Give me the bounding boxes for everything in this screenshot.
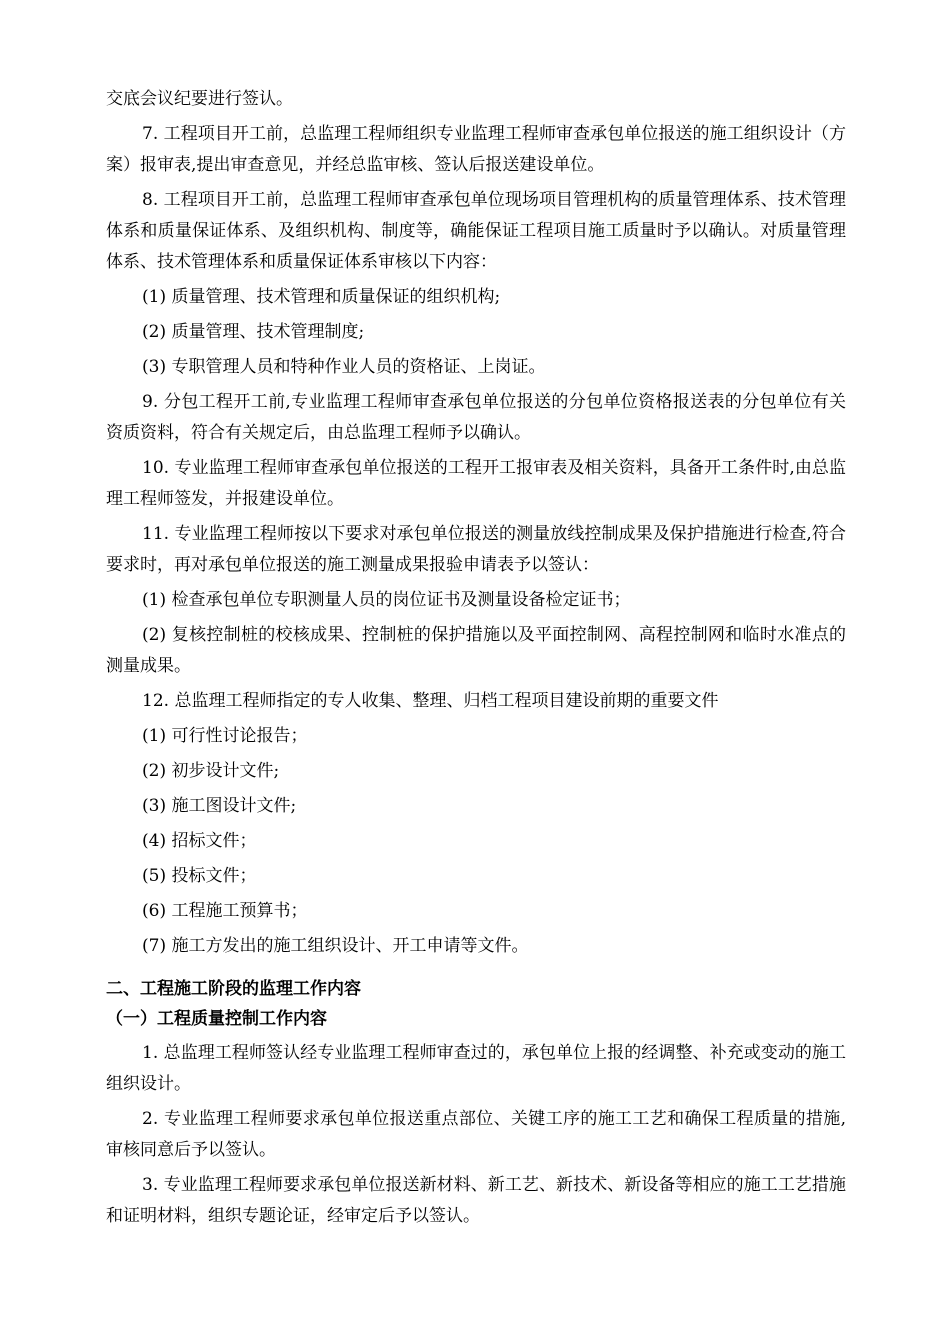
- paragraph-item-10: 10. 专业监理工程师审查承包单位报送的工程开工报审表及相关资料，具备开工条件时,由总监理工程师签发，并报建设单位。: [106, 458, 846, 509]
- subsection-heading: （一）工程质量控制工作内容: [106, 1009, 327, 1029]
- paragraph-quality-3: 3. 专业监理工程师要求承包单位报送新材料、新工艺、新技术、新设备等相应的施工工艺措施和证明材料，组织专题论证，经审定后予以签认。: [106, 1175, 846, 1226]
- document-page: [106, 84, 846, 1236]
- paragraph-quality-1: 1. 总监理工程师签认经专业监理工程师审查过的，承包单位上报的经调整、补充或变动的施工组织设计。: [106, 1043, 846, 1094]
- subitem-12-6: (6) 工程施工预算书；: [142, 901, 308, 921]
- subitem-11-2: (2) 复核控制桩的校核成果、控制桩的保护措施以及平面控制网、高程控制网和临时水准点的测量成果。: [106, 625, 846, 676]
- subitem-12-4: (4) 招标文件；: [142, 831, 257, 851]
- paragraph-item-8: 8. 工程项目开工前，总监理工程师审查承包单位现场项目管理机构的质量管理体系、技术管理体系和质量保证体系、及组织机构、制度等，确能保证工程项目施工质量时予以确认。对质量管理体系、技术管理体系和质量保证体系审核以下内容：: [106, 190, 846, 272]
- paragraph-item-12: 12. 总监理工程师指定的专人收集、整理、归档工程项目建设前期的重要文件: [142, 691, 719, 711]
- section-heading: 二、工程施工阶段的监理工作内容: [106, 979, 361, 999]
- subitem-12-1: (1) 可行性讨论报告；: [142, 726, 308, 746]
- paragraph-continuation: 交底会议纪要进行签认。: [106, 89, 293, 109]
- subitem-8-2: (2) 质量管理、技术管理制度;: [142, 322, 365, 342]
- subitem-12-3: (3) 施工图设计文件;: [142, 796, 297, 816]
- paragraph-item-7: 7. 工程项目开工前，总监理工程师组织专业监理工程师审查承包单位报送的施工组织设计（方案）报审表,提出审查意见，并经总监审核、签认后报送建设单位。: [106, 124, 846, 175]
- subitem-12-7: (7) 施工方发出的施工组织设计、开工申请等文件。: [142, 936, 529, 956]
- subitem-8-1: (1) 质量管理、技术管理和质量保证的组织机构;: [142, 287, 501, 307]
- subitem-8-3: (3) 专职管理人员和特种作业人员的资格证、上岗证。: [142, 357, 546, 377]
- subitem-11-1: (1) 检查承包单位专职测量人员的岗位证书及测量设备检定证书；: [142, 590, 631, 610]
- paragraph-item-9: 9. 分包工程开工前,专业监理工程师审查承包单位报送的分包单位资格报送表的分包单位有关资质资料，符合有关规定后，由总监理工程师予以确认。: [106, 392, 846, 443]
- paragraph-quality-2: 2. 专业监理工程师要求承包单位报送重点部位、关键工序的施工工艺和确保工程质量的措施,审核同意后予以签认。: [106, 1109, 846, 1160]
- subitem-12-5: (5) 投标文件；: [142, 866, 257, 886]
- paragraph-item-11: 11. 专业监理工程师按以下要求对承包单位报送的测量放线控制成果及保护措施进行检查,符合要求时，再对承包单位报送的施工测量成果报验申请表予以签认：: [106, 524, 846, 575]
- subitem-12-2: (2) 初步设计文件;: [142, 761, 280, 781]
